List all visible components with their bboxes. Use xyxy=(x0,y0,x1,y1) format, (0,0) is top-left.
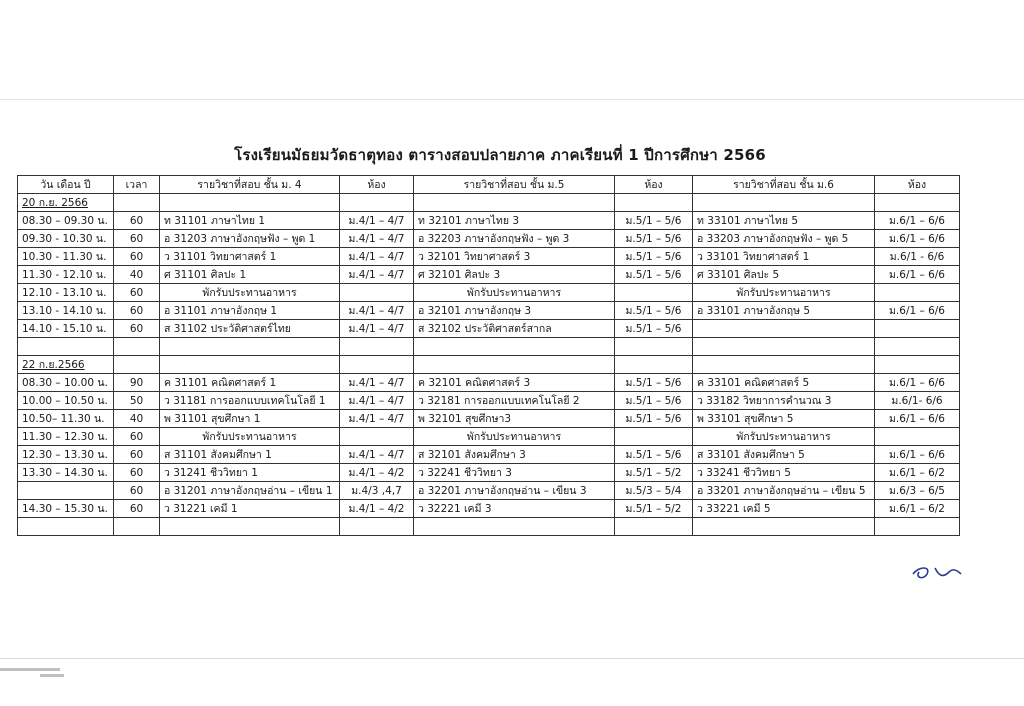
subject-m4: ว 31241 ชีววิทยา 1 xyxy=(160,464,340,482)
subject-m5: ค 32101 คณิตศาสตร์ 3 xyxy=(414,374,615,392)
empty-cell xyxy=(414,194,615,212)
exam-schedule-table xyxy=(17,175,960,536)
subject-m4: อ 31201 ภาษาอังกฤษอ่าน – เขียน 1 xyxy=(160,482,340,500)
subject-m5: พ 32101 สุขศึกษา3 xyxy=(414,410,615,428)
room-m5: ม.5/1 – 5/6 xyxy=(615,212,693,230)
duration-minutes: 60 xyxy=(114,302,160,320)
room-m6: ม.6/1 – 6/6 xyxy=(875,266,960,284)
subject-m6: พ 33101 สุขศึกษา 5 xyxy=(693,410,875,428)
header-room-m5: ห้อง xyxy=(615,176,693,194)
header-time: เวลา xyxy=(114,176,160,194)
table-row xyxy=(18,392,960,410)
lunch-break-m6: พักรับประทานอาหาร xyxy=(693,284,875,302)
subject-m5: ว 32241 ชีววิทยา 3 xyxy=(414,464,615,482)
subject-m4: ส 31101 สังคมศึกษา 1 xyxy=(160,446,340,464)
subject-m6 xyxy=(693,320,875,338)
scan-mark xyxy=(40,674,64,677)
time-range: 14.30 – 15.30 น. xyxy=(18,500,114,518)
subject-m6: ว 33221 เคมี 5 xyxy=(693,500,875,518)
subject-m4: ส 31102 ประวัติศาสตร์ไทย xyxy=(160,320,340,338)
subject-m4: ว 31101 วิทยาศาสตร์ 1 xyxy=(160,248,340,266)
table-row xyxy=(18,302,960,320)
subject-m6: อ 33201 ภาษาอังกฤษอ่าน – เขียน 5 xyxy=(693,482,875,500)
room-m6: ม.6/1 – 6/2 xyxy=(875,500,960,518)
empty-cell xyxy=(160,194,340,212)
room-m4: ม.4/1 – 4/7 xyxy=(340,320,414,338)
empty-cell xyxy=(340,284,414,302)
empty-cell xyxy=(615,518,693,536)
lunch-break-m5: พักรับประทานอาหาร xyxy=(414,284,615,302)
empty-cell xyxy=(160,518,340,536)
table-row xyxy=(18,464,960,482)
time-range: 10.30 - 11.30 น. xyxy=(18,248,114,266)
table-row xyxy=(18,410,960,428)
time-range: 13.10 - 14.10 น. xyxy=(18,302,114,320)
room-m4: ม.4/1 – 4/7 xyxy=(340,212,414,230)
empty-cell xyxy=(414,518,615,536)
subject-m5: ว 32181 การออกแบบเทคโนโลยี 2 xyxy=(414,392,615,410)
subject-m5: อ 32201 ภาษาอังกฤษอ่าน – เขียน 3 xyxy=(414,482,615,500)
subject-m4: ศ 31101 ศิลปะ 1 xyxy=(160,266,340,284)
scan-line xyxy=(0,99,1024,100)
table-row xyxy=(18,482,960,500)
date-row xyxy=(18,194,960,212)
room-m6: ม.6/1 – 6/6 xyxy=(875,230,960,248)
time-range: 08.30 – 10.00 น. xyxy=(18,374,114,392)
header-subject-m5: รายวิชาที่สอบ ชั้น ม.5 xyxy=(414,176,615,194)
duration-minutes: 60 xyxy=(114,284,160,302)
duration-minutes: 60 xyxy=(114,446,160,464)
duration-minutes: 60 xyxy=(114,230,160,248)
empty-cell xyxy=(615,194,693,212)
subject-m4: ว 31181 การออกแบบเทคโนโลยี 1 xyxy=(160,392,340,410)
room-m4: ม.4/1 – 4/7 xyxy=(340,410,414,428)
header-day: วัน เดือน ปี xyxy=(18,176,114,194)
scan-mark xyxy=(0,668,60,671)
room-m5: ม.5/1 – 5/6 xyxy=(615,410,693,428)
header-row xyxy=(18,176,960,194)
time-range: 11.30 - 12.10 น. xyxy=(18,266,114,284)
room-m5: ม.5/1 – 5/6 xyxy=(615,392,693,410)
empty-cell xyxy=(114,194,160,212)
header-room-m6: ห้อง xyxy=(875,176,960,194)
empty-row xyxy=(18,518,960,536)
lunch-break-m4: พักรับประทานอาหาร xyxy=(160,428,340,446)
room-m5: ม.5/1 – 5/6 xyxy=(615,320,693,338)
exam-date: 22 ก.ย.2566 xyxy=(18,356,114,374)
empty-cell xyxy=(340,356,414,374)
empty-cell xyxy=(693,356,875,374)
room-m4: ม.4/1 – 4/7 xyxy=(340,302,414,320)
subject-m5: ศ 32101 ศิลปะ 3 xyxy=(414,266,615,284)
subject-m6: อ 33203 ภาษาอังกฤษฟัง – พูด 5 xyxy=(693,230,875,248)
empty-cell xyxy=(18,338,114,356)
subject-m6: อ 33101 ภาษาอังกฤษ 5 xyxy=(693,302,875,320)
duration-minutes: 40 xyxy=(114,410,160,428)
empty-cell xyxy=(875,284,960,302)
empty-cell xyxy=(875,338,960,356)
time-range: 12.30 – 13.30 น. xyxy=(18,446,114,464)
subject-m5: ส 32101 สังคมศึกษา 3 xyxy=(414,446,615,464)
subject-m5: ท 32101 ภาษาไทย 3 xyxy=(414,212,615,230)
room-m4: ม.4/1 – 4/7 xyxy=(340,374,414,392)
time-range: 09.30 - 10.30 น. xyxy=(18,230,114,248)
room-m5: ม.5/1 – 5/6 xyxy=(615,230,693,248)
room-m4: ม.4/1 – 4/7 xyxy=(340,248,414,266)
empty-cell xyxy=(875,428,960,446)
time-range xyxy=(18,482,114,500)
room-m6: ม.6/1 – 6/6 xyxy=(875,212,960,230)
lunch-break-m4: พักรับประทานอาหาร xyxy=(160,284,340,302)
page-title: โรงเรียนมัธยมวัดธาตุทอง ตารางสอบปลายภาค ภาคเรียนที่ 1 ปีการศึกษา 2566 xyxy=(234,146,766,164)
room-m6: ม.6/1 – 6/6 xyxy=(875,302,960,320)
header-subject-m6: รายวิชาที่สอบ ชั้น ม.6 xyxy=(693,176,875,194)
lunch-break-m6: พักรับประทานอาหาร xyxy=(693,428,875,446)
room-m5: ม.5/1 – 5/6 xyxy=(615,248,693,266)
duration-minutes: 40 xyxy=(114,266,160,284)
empty-cell xyxy=(340,338,414,356)
subject-m6: ว 33182 วิทยาการคำนวณ 3 xyxy=(693,392,875,410)
table-row xyxy=(18,284,960,302)
subject-m4: อ 31101 ภาษาอังกฤษ 1 xyxy=(160,302,340,320)
room-m5: ม.5/1 – 5/6 xyxy=(615,302,693,320)
subject-m5: ว 32221 เคมี 3 xyxy=(414,500,615,518)
subject-m6: ค 33101 คณิตศาสตร์ 5 xyxy=(693,374,875,392)
subject-m4: ว 31221 เคมี 1 xyxy=(160,500,340,518)
time-range: 12.10 - 13.10 น. xyxy=(18,284,114,302)
subject-m6: ศ 33101 ศิลปะ 5 xyxy=(693,266,875,284)
empty-row xyxy=(18,338,960,356)
room-m6: ม.6/1 - 6/6 xyxy=(875,248,960,266)
subject-m5: อ 32101 ภาษาอังกฤษ 3 xyxy=(414,302,615,320)
room-m5: ม.5/1 – 5/2 xyxy=(615,464,693,482)
subject-m6: ท 33101 ภาษาไทย 5 xyxy=(693,212,875,230)
table-row xyxy=(18,500,960,518)
scan-line xyxy=(0,658,1024,659)
subject-m4: ท 31101 ภาษาไทย 1 xyxy=(160,212,340,230)
empty-cell xyxy=(340,518,414,536)
duration-minutes: 50 xyxy=(114,392,160,410)
time-range: 11.30 – 12.30 น. xyxy=(18,428,114,446)
room-m4: ม.4/1 – 4/7 xyxy=(340,392,414,410)
duration-minutes: 60 xyxy=(114,248,160,266)
lunch-break-m5: พักรับประทานอาหาร xyxy=(414,428,615,446)
empty-cell xyxy=(414,356,615,374)
room-m4: ม.4/1 – 4/7 xyxy=(340,446,414,464)
room-m4: ม.4/1 – 4/7 xyxy=(340,266,414,284)
table-row xyxy=(18,320,960,338)
subject-m6: ส 33101 สังคมศึกษา 5 xyxy=(693,446,875,464)
table-row xyxy=(18,374,960,392)
empty-cell xyxy=(114,338,160,356)
room-m6: ม.6/1 – 6/2 xyxy=(875,464,960,482)
empty-cell xyxy=(875,194,960,212)
date-row xyxy=(18,356,960,374)
room-m5: ม.5/3 – 5/4 xyxy=(615,482,693,500)
room-m6: ม.6/1 – 6/6 xyxy=(875,410,960,428)
time-range: 10.00 – 10.50 น. xyxy=(18,392,114,410)
empty-cell xyxy=(18,518,114,536)
room-m6: ม.6/1 – 6/6 xyxy=(875,374,960,392)
table-row xyxy=(18,428,960,446)
time-range: 08.30 – 09.30 น. xyxy=(18,212,114,230)
empty-cell xyxy=(114,518,160,536)
empty-cell xyxy=(875,356,960,374)
room-m4: ม.4/1 – 4/2 xyxy=(340,464,414,482)
duration-minutes: 60 xyxy=(114,482,160,500)
duration-minutes: 60 xyxy=(114,212,160,230)
time-range: 14.10 - 15.10 น. xyxy=(18,320,114,338)
subject-m6: ว 33241 ชีววิทยา 5 xyxy=(693,464,875,482)
duration-minutes: 60 xyxy=(114,320,160,338)
exam-date: 20 ก.ย. 2566 xyxy=(18,194,114,212)
subject-m5: ส 32102 ประวัติศาสตร์สากล xyxy=(414,320,615,338)
empty-cell xyxy=(615,428,693,446)
empty-cell xyxy=(340,194,414,212)
room-m6 xyxy=(875,320,960,338)
room-m5: ม.5/1 – 5/6 xyxy=(615,266,693,284)
room-m6: ม.6/1 – 6/6 xyxy=(875,446,960,464)
header-subject-m4: รายวิชาที่สอบ ชั้น ม. 4 xyxy=(160,176,340,194)
room-m4: ม.4/1 – 4/2 xyxy=(340,500,414,518)
subject-m5: ว 32101 วิทยาศาสตร์ 3 xyxy=(414,248,615,266)
duration-minutes: 60 xyxy=(114,464,160,482)
duration-minutes: 60 xyxy=(114,428,160,446)
empty-cell xyxy=(693,194,875,212)
empty-cell xyxy=(414,338,615,356)
empty-cell xyxy=(693,518,875,536)
empty-cell xyxy=(160,338,340,356)
table-row xyxy=(18,212,960,230)
empty-cell xyxy=(615,356,693,374)
empty-cell xyxy=(875,518,960,536)
room-m5: ม.5/1 – 5/6 xyxy=(615,446,693,464)
empty-cell xyxy=(693,338,875,356)
empty-cell xyxy=(615,284,693,302)
time-range: 10.50– 11.30 น. xyxy=(18,410,114,428)
room-m6: ม.6/1- 6/6 xyxy=(875,392,960,410)
table-row xyxy=(18,230,960,248)
empty-cell xyxy=(160,356,340,374)
subject-m5: อ 32203 ภาษาอังกฤษฟัง – พูด 3 xyxy=(414,230,615,248)
room-m4: ม.4/1 – 4/7 xyxy=(340,230,414,248)
subject-m4: พ 31101 สุขศึกษา 1 xyxy=(160,410,340,428)
room-m6: ม.6/3 – 6/5 xyxy=(875,482,960,500)
signature xyxy=(905,554,975,584)
room-m5: ม.5/1 – 5/2 xyxy=(615,500,693,518)
room-m5: ม.5/1 – 5/6 xyxy=(615,374,693,392)
header-room-m4: ห้อง xyxy=(340,176,414,194)
subject-m4: ค 31101 คณิตศาสตร์ 1 xyxy=(160,374,340,392)
empty-cell xyxy=(114,356,160,374)
table-row xyxy=(18,446,960,464)
empty-cell xyxy=(340,428,414,446)
duration-minutes: 90 xyxy=(114,374,160,392)
empty-cell xyxy=(615,338,693,356)
table-row xyxy=(18,266,960,284)
subject-m4: อ 31203 ภาษาอังกฤษฟัง – พูด 1 xyxy=(160,230,340,248)
subject-m6: ว 33101 วิทยาศาสตร์ 1 xyxy=(693,248,875,266)
duration-minutes: 60 xyxy=(114,500,160,518)
time-range: 13.30 – 14.30 น. xyxy=(18,464,114,482)
room-m4: ม.4/3 ,4,7 xyxy=(340,482,414,500)
table-row xyxy=(18,248,960,266)
